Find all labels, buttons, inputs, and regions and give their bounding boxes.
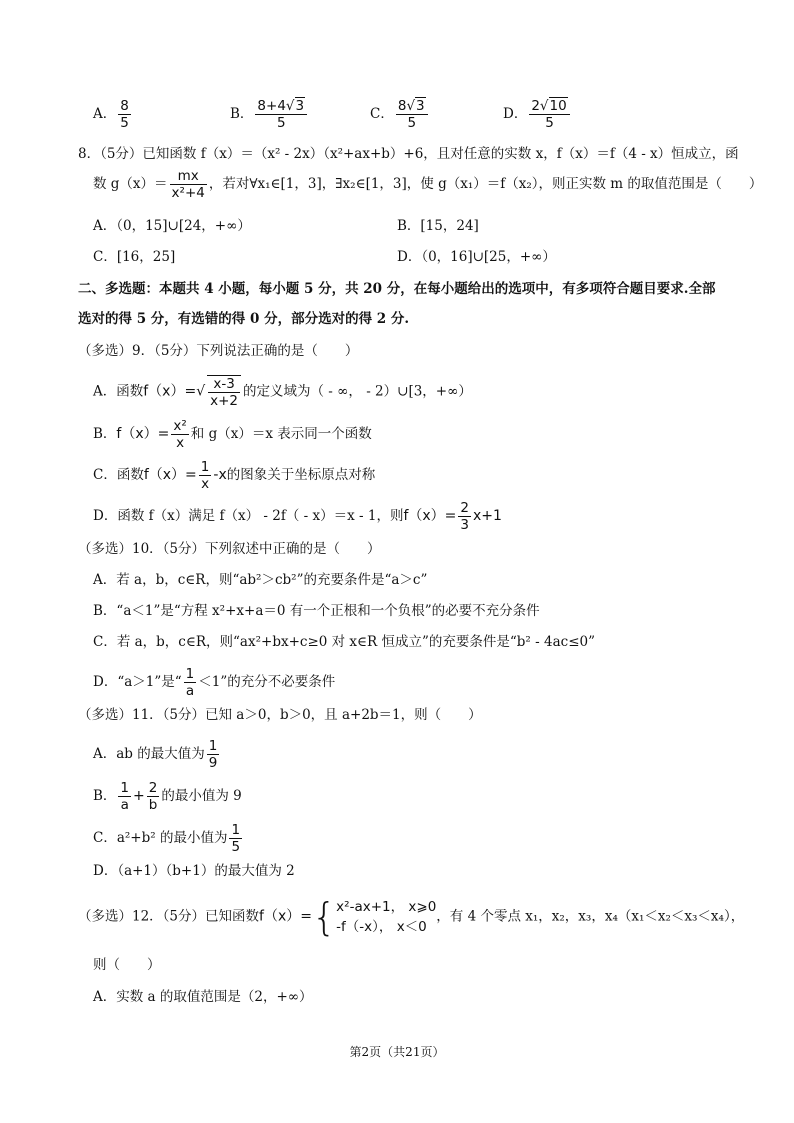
q7-option-d: D． $\frac{2√10}{5}$ [503,98,572,131]
q11-option-c: C．a²+b² 的最小值为 $\frac{1}{5}$ [93,822,241,855]
q9-option-c: C．函数f（x）= $\frac{1}{x}$ -x的图象关于坐标原点对称 [93,459,376,492]
q9-stem: （多选）9．（5分）下列说法正确的是（ ） [78,343,359,359]
q8-stem-line1: 8．（5分）已知函数 f（x）＝（x² ‑ 2x）（x²+ax+b）+6，且对任意的实数 x，f（x）＝f（4 ‑ x）恒成立，函 [78,146,739,162]
q10-option-d: D．“a＞1”是“ $\frac{1}{a}$ ＜1”的充分不必要条件 [93,666,336,699]
q11-option-a: A．ab 的最大值为 $\frac{1}{9}$ [93,738,218,771]
q11-option-d: D．（a+1）（b+1）的最大值为 2 [93,863,295,879]
q12-case-2: -f（-x）， x＜0 [336,919,427,935]
q8-option-d: D．（0，16]∪[25，+∞） [397,249,556,265]
q8-stem-line2: 数 g（x）＝ $\frac{mx}{\text{x²+4}}$ ，若对∀x₁∈[1，3]，∃x₂∈[1，3]，使 g（x₁）＝f（x₂），则正实数 m 的取值范围是（ ） [93,168,763,201]
q8-option-a: A．（0，15]∪[24，+∞） [93,218,251,234]
q9-option-a: A．函数f（x）=√ $\frac{x-3}{x+2}$ 的定义域为（ ‑ ∞， ‑ 2）∪[3，+∞） [93,376,472,409]
q10-option-b: B．“a＜1”是“方程 x²+x+a＝0 有一个正根和一个负根”的必要不充分条件 [93,603,540,619]
page-footer: 第2页（共21页） [349,1045,445,1059]
q7-option-a: A． $\frac{8}{5}$ [93,98,129,131]
q10-stem: （多选）10．（5分）下列叙述中正确的是（ ） [78,541,381,557]
q8-option-c: C．[16，25] [93,249,176,265]
q9-option-b: B．f（x）= $\frac{\text{x²}}{x}$ 和 g（x）＝x 表示同一个函数 [93,418,372,451]
q8-option-b: B．[15，24] [397,218,479,234]
section-heading-line2: 选对的得 5 分，有选错的得 0 分，部分选对的得 2 分. [78,311,410,327]
q12-stem-line2: 则（ ） [93,957,161,973]
q10-option-a: A．若 a，b，c∈R，则“ab²＞cb²”的充要条件是“a＞c” [93,572,428,588]
q11-stem: （多选）11．（5分）已知 a＞0，b＞0，且 a+2b＝1，则（ ） [78,707,482,723]
q11-option-b: B． $\frac{1}{a}$ + $\frac{2}{b}$ 的最小值为 9 [93,780,242,813]
q12-option-a: A．实数 a 的取值范围是（2，+∞） [93,989,313,1005]
q9-option-d: D．函数 f（x）满足 f（x） ‑ 2f（ ‑ x）＝x ‑ 1，则f（x）= $\frac{2}{3}$ x+1 [93,500,502,533]
q7-option-b: B． $\frac{8+4√3}{5}$ [230,98,309,131]
section-heading-line1: 二、多选题：本题共 4 小题，每小题 5 分，共 20 分，在每小题给出的选项中，有多项符合题目要求.全部 [78,281,716,297]
q10-option-c: C．若 a，b，c∈R，则“ax²+bx+c≥0 对 x∈R 恒成立”的充要条件是“b² ‑ 4ac≤0” [93,634,595,650]
q12-stem: （多选）12．（5分）已知函数f（x）={ x²-ax+1， x⩾0 -f（-x）， x＜0 ，有 4 个零点 x₁，x₂，x₃，x₄（x₁＜x₂＜x₃＜x₄）， [78,895,745,939]
q12-case-1: x²-ax+1， x⩾0 [336,899,437,915]
q7-option-c: C． $\frac{8√3}{5}$ [370,98,430,131]
